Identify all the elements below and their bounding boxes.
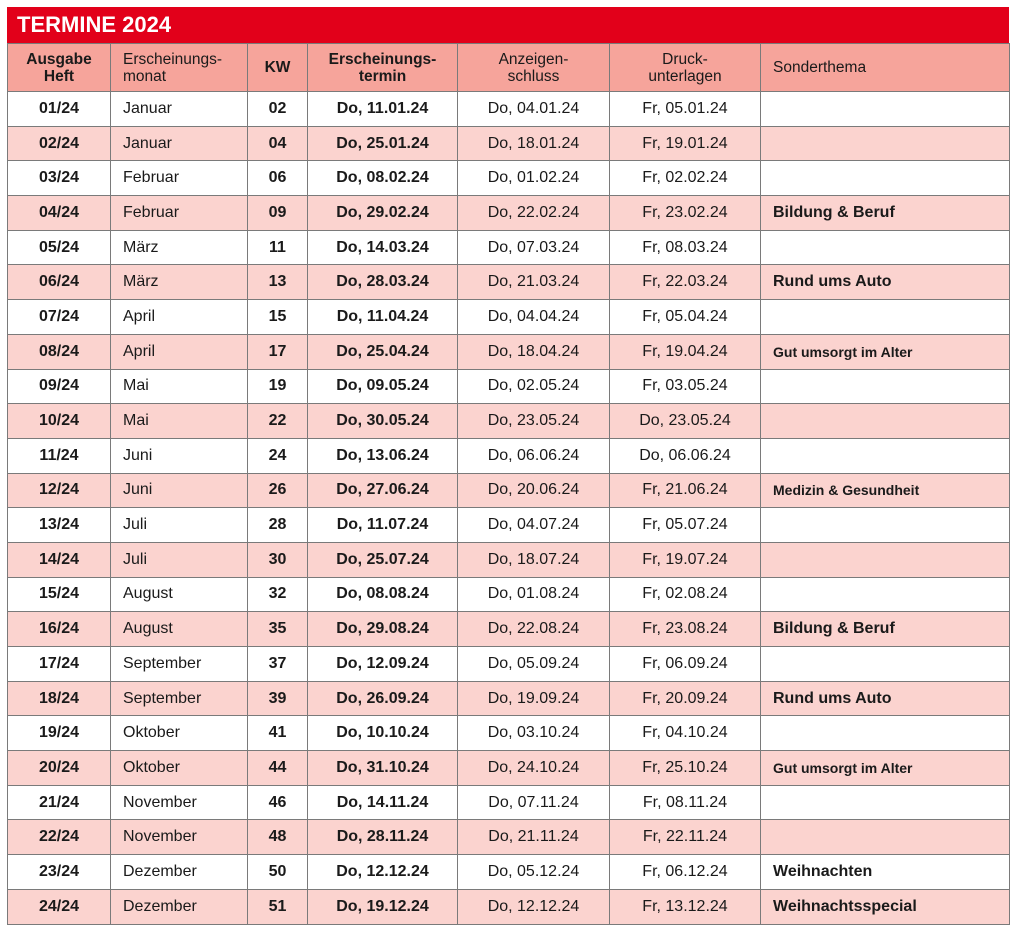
cell-anzeigen: Do, 01.02.24 xyxy=(458,161,610,196)
table-row xyxy=(8,542,1010,577)
cell-monat: März xyxy=(111,230,248,265)
cell-kw: 44 xyxy=(248,751,308,786)
cell-anzeigen: Do, 05.12.24 xyxy=(458,855,610,890)
table-row xyxy=(8,334,1010,369)
cell-anzeigen: Do, 12.12.24 xyxy=(458,889,610,924)
cell-heft: 14/24 xyxy=(8,542,111,577)
cell-kw: 15 xyxy=(248,300,308,335)
cell-sonderthema xyxy=(761,92,1010,127)
cell-heft: 08/24 xyxy=(8,334,111,369)
cell-druck: Fr, 23.02.24 xyxy=(610,196,761,231)
cell-anzeigen: Do, 18.01.24 xyxy=(458,126,610,161)
cell-heft: 03/24 xyxy=(8,161,111,196)
cell-heft: 22/24 xyxy=(8,820,111,855)
cell-druck: Fr, 22.11.24 xyxy=(610,820,761,855)
table-row xyxy=(8,300,1010,335)
cell-kw: 02 xyxy=(248,92,308,127)
cell-anzeigen: Do, 01.08.24 xyxy=(458,577,610,612)
cell-kw: 46 xyxy=(248,785,308,820)
cell-anzeigen: Do, 02.05.24 xyxy=(458,369,610,404)
cell-termin: Do, 08.08.24 xyxy=(308,577,458,612)
cell-druck: Fr, 06.12.24 xyxy=(610,855,761,890)
cell-monat: Februar xyxy=(111,161,248,196)
table-row xyxy=(8,369,1010,404)
cell-heft: 13/24 xyxy=(8,508,111,543)
cell-sonderthema xyxy=(761,542,1010,577)
table-row xyxy=(8,265,1010,300)
cell-termin: Do, 30.05.24 xyxy=(308,404,458,439)
cell-anzeigen: Do, 05.09.24 xyxy=(458,647,610,682)
termine-table-block xyxy=(7,7,1009,925)
cell-monat: August xyxy=(111,577,248,612)
cell-heft: 04/24 xyxy=(8,196,111,231)
cell-sonderthema: Weihnachtsspecial xyxy=(761,889,1010,924)
table-row xyxy=(8,855,1010,890)
cell-kw: 06 xyxy=(248,161,308,196)
header-heft: Ausgabe Heft xyxy=(8,44,111,92)
cell-monat: Januar xyxy=(111,126,248,161)
cell-termin: Do, 09.05.24 xyxy=(308,369,458,404)
cell-monat: Mai xyxy=(111,404,248,439)
header-druck: Druck- unterlagen xyxy=(610,44,761,92)
cell-druck: Fr, 19.01.24 xyxy=(610,126,761,161)
cell-kw: 17 xyxy=(248,334,308,369)
cell-monat: März xyxy=(111,265,248,300)
cell-druck: Fr, 06.09.24 xyxy=(610,647,761,682)
cell-termin: Do, 11.07.24 xyxy=(308,508,458,543)
cell-anzeigen: Do, 06.06.24 xyxy=(458,438,610,473)
cell-sonderthema xyxy=(761,785,1010,820)
cell-kw: 50 xyxy=(248,855,308,890)
cell-anzeigen: Do, 03.10.24 xyxy=(458,716,610,751)
cell-druck: Fr, 08.03.24 xyxy=(610,230,761,265)
cell-kw: 32 xyxy=(248,577,308,612)
schedule-table xyxy=(7,43,1010,925)
cell-kw: 09 xyxy=(248,196,308,231)
cell-kw: 22 xyxy=(248,404,308,439)
cell-druck: Fr, 05.04.24 xyxy=(610,300,761,335)
table-row xyxy=(8,889,1010,924)
cell-monat: August xyxy=(111,612,248,647)
header-monat: Erscheinungs- monat xyxy=(111,44,248,92)
cell-monat: Februar xyxy=(111,196,248,231)
cell-anzeigen: Do, 23.05.24 xyxy=(458,404,610,439)
cell-kw: 48 xyxy=(248,820,308,855)
cell-sonderthema: Medizin & Gesundheit xyxy=(761,473,1010,508)
cell-heft: 21/24 xyxy=(8,785,111,820)
cell-termin: Do, 28.11.24 xyxy=(308,820,458,855)
page-title: TERMINE 2024 xyxy=(7,7,1009,43)
cell-termin: Do, 31.10.24 xyxy=(308,751,458,786)
cell-termin: Do, 27.06.24 xyxy=(308,473,458,508)
cell-kw: 30 xyxy=(248,542,308,577)
cell-sonderthema xyxy=(761,438,1010,473)
cell-anzeigen: Do, 20.06.24 xyxy=(458,473,610,508)
table-row xyxy=(8,438,1010,473)
cell-heft: 16/24 xyxy=(8,612,111,647)
cell-anzeigen: Do, 04.07.24 xyxy=(458,508,610,543)
cell-sonderthema: Gut umsorgt im Alter xyxy=(761,334,1010,369)
cell-heft: 02/24 xyxy=(8,126,111,161)
cell-monat: Oktober xyxy=(111,751,248,786)
cell-termin: Do, 28.03.24 xyxy=(308,265,458,300)
cell-heft: 05/24 xyxy=(8,230,111,265)
table-row xyxy=(8,577,1010,612)
table-row xyxy=(8,126,1010,161)
cell-kw: 04 xyxy=(248,126,308,161)
cell-kw: 24 xyxy=(248,438,308,473)
cell-sonderthema xyxy=(761,577,1010,612)
cell-monat: Juni xyxy=(111,438,248,473)
cell-termin: Do, 12.09.24 xyxy=(308,647,458,682)
cell-heft: 12/24 xyxy=(8,473,111,508)
cell-anzeigen: Do, 07.11.24 xyxy=(458,785,610,820)
cell-monat: November xyxy=(111,785,248,820)
cell-sonderthema xyxy=(761,161,1010,196)
cell-heft: 19/24 xyxy=(8,716,111,751)
cell-heft: 11/24 xyxy=(8,438,111,473)
cell-monat: Oktober xyxy=(111,716,248,751)
table-row xyxy=(8,508,1010,543)
table-row xyxy=(8,751,1010,786)
cell-heft: 15/24 xyxy=(8,577,111,612)
cell-anzeigen: Do, 21.11.24 xyxy=(458,820,610,855)
cell-anzeigen: Do, 04.04.24 xyxy=(458,300,610,335)
cell-monat: September xyxy=(111,681,248,716)
cell-sonderthema xyxy=(761,820,1010,855)
cell-sonderthema xyxy=(761,716,1010,751)
cell-monat: Dezember xyxy=(111,855,248,890)
cell-kw: 28 xyxy=(248,508,308,543)
cell-sonderthema: Bildung & Beruf xyxy=(761,612,1010,647)
cell-druck: Fr, 19.07.24 xyxy=(610,542,761,577)
cell-anzeigen: Do, 07.03.24 xyxy=(458,230,610,265)
table-row xyxy=(8,681,1010,716)
cell-druck: Fr, 25.10.24 xyxy=(610,751,761,786)
cell-sonderthema xyxy=(761,369,1010,404)
cell-termin: Do, 12.12.24 xyxy=(308,855,458,890)
cell-heft: 09/24 xyxy=(8,369,111,404)
cell-heft: 07/24 xyxy=(8,300,111,335)
cell-druck: Fr, 19.04.24 xyxy=(610,334,761,369)
cell-sonderthema xyxy=(761,508,1010,543)
cell-kw: 51 xyxy=(248,889,308,924)
cell-anzeigen: Do, 18.04.24 xyxy=(458,334,610,369)
cell-sonderthema xyxy=(761,126,1010,161)
cell-druck: Do, 06.06.24 xyxy=(610,438,761,473)
table-row xyxy=(8,647,1010,682)
cell-anzeigen: Do, 24.10.24 xyxy=(458,751,610,786)
cell-druck: Fr, 02.08.24 xyxy=(610,577,761,612)
table-row xyxy=(8,716,1010,751)
cell-monat: November xyxy=(111,820,248,855)
cell-sonderthema xyxy=(761,300,1010,335)
cell-heft: 18/24 xyxy=(8,681,111,716)
cell-druck: Fr, 04.10.24 xyxy=(610,716,761,751)
table-row xyxy=(8,161,1010,196)
cell-kw: 35 xyxy=(248,612,308,647)
table-row xyxy=(8,230,1010,265)
cell-sonderthema xyxy=(761,230,1010,265)
cell-sonderthema: Gut umsorgt im Alter xyxy=(761,751,1010,786)
cell-termin: Do, 11.01.24 xyxy=(308,92,458,127)
cell-monat: Dezember xyxy=(111,889,248,924)
cell-heft: 23/24 xyxy=(8,855,111,890)
cell-monat: Juli xyxy=(111,508,248,543)
cell-termin: Do, 13.06.24 xyxy=(308,438,458,473)
cell-termin: Do, 08.02.24 xyxy=(308,161,458,196)
table-row xyxy=(8,196,1010,231)
cell-sonderthema xyxy=(761,647,1010,682)
table-row xyxy=(8,473,1010,508)
table-row xyxy=(8,785,1010,820)
cell-termin: Do, 14.03.24 xyxy=(308,230,458,265)
cell-monat: September xyxy=(111,647,248,682)
table-row xyxy=(8,612,1010,647)
cell-termin: Do, 25.07.24 xyxy=(308,542,458,577)
cell-kw: 37 xyxy=(248,647,308,682)
cell-sonderthema: Rund ums Auto xyxy=(761,681,1010,716)
table-row xyxy=(8,92,1010,127)
cell-heft: 10/24 xyxy=(8,404,111,439)
header-anzeigen: Anzeigen- schluss xyxy=(458,44,610,92)
cell-kw: 26 xyxy=(248,473,308,508)
cell-heft: 24/24 xyxy=(8,889,111,924)
cell-anzeigen: Do, 04.01.24 xyxy=(458,92,610,127)
cell-druck: Fr, 22.03.24 xyxy=(610,265,761,300)
cell-heft: 17/24 xyxy=(8,647,111,682)
cell-druck: Fr, 23.08.24 xyxy=(610,612,761,647)
cell-kw: 11 xyxy=(248,230,308,265)
cell-druck: Fr, 02.02.24 xyxy=(610,161,761,196)
cell-druck: Fr, 21.06.24 xyxy=(610,473,761,508)
header-row xyxy=(8,44,1010,92)
cell-termin: Do, 14.11.24 xyxy=(308,785,458,820)
cell-druck: Do, 23.05.24 xyxy=(610,404,761,439)
header-termin: Erscheinungs- termin xyxy=(308,44,458,92)
cell-druck: Fr, 03.05.24 xyxy=(610,369,761,404)
cell-termin: Do, 19.12.24 xyxy=(308,889,458,924)
cell-sonderthema: Rund ums Auto xyxy=(761,265,1010,300)
cell-monat: April xyxy=(111,334,248,369)
cell-monat: Januar xyxy=(111,92,248,127)
cell-druck: Fr, 05.01.24 xyxy=(610,92,761,127)
cell-kw: 39 xyxy=(248,681,308,716)
cell-anzeigen: Do, 22.08.24 xyxy=(458,612,610,647)
cell-druck: Fr, 13.12.24 xyxy=(610,889,761,924)
cell-heft: 01/24 xyxy=(8,92,111,127)
cell-sonderthema xyxy=(761,404,1010,439)
header-kw: KW xyxy=(248,44,308,92)
cell-anzeigen: Do, 21.03.24 xyxy=(458,265,610,300)
header-sonder: Sonderthema xyxy=(761,44,1010,92)
cell-heft: 06/24 xyxy=(8,265,111,300)
cell-termin: Do, 25.04.24 xyxy=(308,334,458,369)
cell-monat: April xyxy=(111,300,248,335)
cell-druck: Fr, 20.09.24 xyxy=(610,681,761,716)
cell-kw: 13 xyxy=(248,265,308,300)
cell-druck: Fr, 08.11.24 xyxy=(610,785,761,820)
cell-monat: Mai xyxy=(111,369,248,404)
cell-termin: Do, 29.08.24 xyxy=(308,612,458,647)
cell-termin: Do, 10.10.24 xyxy=(308,716,458,751)
cell-druck: Fr, 05.07.24 xyxy=(610,508,761,543)
cell-anzeigen: Do, 22.02.24 xyxy=(458,196,610,231)
table-row xyxy=(8,820,1010,855)
cell-termin: Do, 11.04.24 xyxy=(308,300,458,335)
cell-monat: Juli xyxy=(111,542,248,577)
cell-kw: 19 xyxy=(248,369,308,404)
table-body xyxy=(8,92,1010,925)
cell-termin: Do, 26.09.24 xyxy=(308,681,458,716)
table-row xyxy=(8,404,1010,439)
cell-kw: 41 xyxy=(248,716,308,751)
cell-monat: Juni xyxy=(111,473,248,508)
cell-anzeigen: Do, 18.07.24 xyxy=(458,542,610,577)
cell-anzeigen: Do, 19.09.24 xyxy=(458,681,610,716)
cell-termin: Do, 29.02.24 xyxy=(308,196,458,231)
cell-sonderthema: Bildung & Beruf xyxy=(761,196,1010,231)
cell-heft: 20/24 xyxy=(8,751,111,786)
cell-termin: Do, 25.01.24 xyxy=(308,126,458,161)
cell-sonderthema: Weihnachten xyxy=(761,855,1010,890)
